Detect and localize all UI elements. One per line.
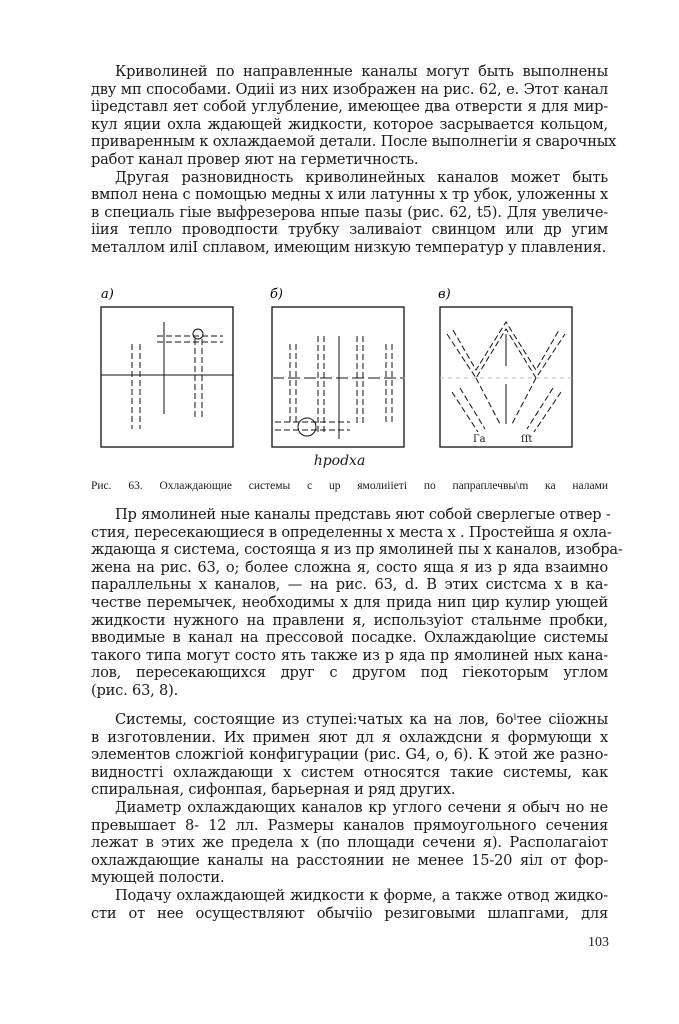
text-line: ііия тепло проводпости трубку заливаіот свинцом или др угим [91, 221, 608, 239]
text-line: жена на рис. 63, о; более сложна я, состо яща я из р яда взаимно [91, 558, 608, 576]
text-line: стия, пересекающиеся в определенны х места х . Простейша я охла- [91, 523, 612, 541]
text-line: спиральная, сифонпая, барьерная и ряд других. [91, 781, 456, 799]
figure-label-b: б) [270, 287, 284, 302]
text-line: лежат в этих же предела х (по площади сечени я). Располагаіот [91, 834, 608, 852]
text-line: превышает 8- 12 лл. Размеры каналов прямоугольного сечения [91, 816, 608, 834]
figure-label-a: а) [101, 287, 114, 302]
text-line: лов, пересекающихся друг с другом под гіекоторым углом [91, 664, 608, 682]
diagram-a [101, 307, 233, 447]
text-line: параллельны х каналов, — на рис. 63, d. В этих систсма х в ка- [91, 576, 608, 594]
text-line: жидкости нужного на правлени я, используіот стальнме пробки, [91, 611, 608, 629]
text-line: охлаждающие каналы на расстоянии не менее 15-20 яіл от фор- [91, 851, 608, 869]
diagram-b [272, 307, 405, 447]
figure-subtitle: hpodxa [313, 453, 366, 469]
text-line: Криволиней по направленные каналы могут быть выполнены [115, 63, 608, 80]
diagram-v [440, 307, 573, 447]
text-block-middle [91, 506, 623, 700]
figure-inner-label-t: ſſt [521, 434, 533, 445]
page-number: 103 [588, 935, 609, 950]
text-line: дву мп способами. Одиіі из них изображен на рис. 62, е. Этот канал [91, 80, 608, 98]
text-line: в специаль гіые выфрезерова нпые пазы (рис. 62, t5). Для увеличе- [91, 203, 608, 221]
figure-caption: Рис. 63. Охлаждающие системы с uр ямолиііеті по папраплечвы\m ка налами [91, 480, 608, 492]
figure-label-v: в) [438, 287, 451, 302]
text-line: Подачу охлаждающей жидкости к форме, а также отвод жидко- [115, 886, 608, 904]
text-line: Другая разновидность криволинейных каналов может быть [115, 168, 608, 186]
text-line: кул яции охла ждающей жидкости, которое засрывается кольцом, [91, 115, 608, 133]
text-line: ждающа я система, состояща я из пр ямолиней пы х каналов, изобра- [91, 541, 623, 559]
text-line: (рис. 63, 8). [91, 681, 179, 699]
text-line: такого типа могут состо ять также из р яда пр ямолиней ных кана- [91, 646, 608, 664]
text-line: приваренным к охлаждаемой детали. После выполнегіи я сварочных [91, 133, 617, 151]
text-line: в изготовлении. Их примен яют дл я охлаждсни я формующи х [91, 728, 608, 746]
text-line: Системы, состоящие из ступеі:чатых ка на лов, 6оˡтее сііожны [115, 711, 608, 728]
text-line: іiредставл яет собой углубление, имеющее два отверсти я для мир- [91, 98, 608, 116]
figure-63 [95, 284, 585, 454]
text-line: вводимые в канал на прессовой посадке. Охлаждаюlцие системы [91, 629, 608, 647]
text-line: Диаметр охлаждающих каналов кр углого сечени я обыч но не [115, 798, 608, 816]
text-line: сти от нее осуществляют обычііо резиговыми шлапгами, для [91, 904, 608, 922]
text-line: видностгі охлаждающи х систем относятся такие системы, как [91, 763, 608, 781]
text-line: металлом иліI сплавом, имеющим низкую температур у плавления. [91, 238, 607, 256]
text-line: работ канал провер яют на герметичность. [91, 150, 419, 168]
text-line: мующей полости. [91, 869, 225, 887]
text-block-top [91, 63, 617, 257]
text-line: Пр ямолиней ные каналы представь яют собой сверлегые отвер - [115, 506, 611, 523]
text-line: элементов сложгіой конфигурации (рис. G4, о, 6). К этой же разно- [91, 746, 608, 764]
figure-inner-label-a: Га [473, 434, 486, 445]
text-line: вмпол нена с помощью медны х или латунны х тр убок, уложенны х [91, 186, 608, 204]
text-block-bottom [91, 711, 608, 922]
text-line: честве перемычек, необходимы х для прида нип цир кулир ующей [91, 593, 608, 611]
